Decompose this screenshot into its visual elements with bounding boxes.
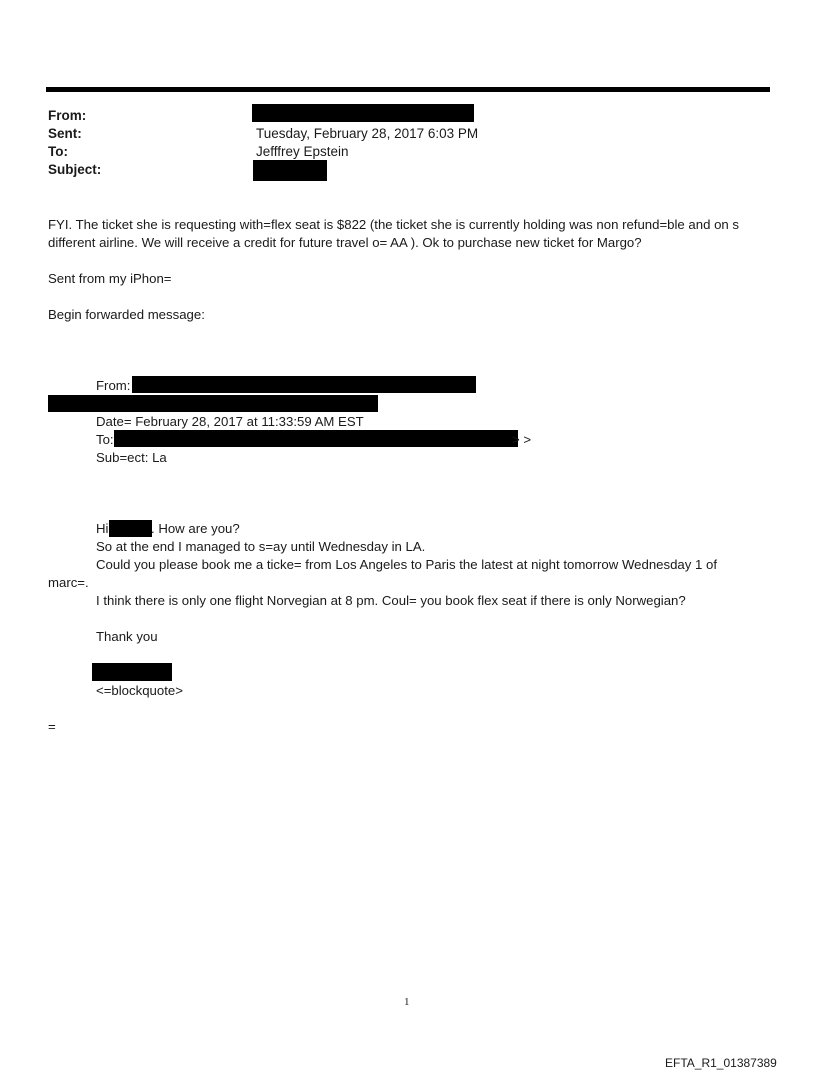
fwd-thanks: Thank you bbox=[96, 629, 158, 644]
redacted-fwd-to bbox=[114, 430, 518, 447]
redacted-subject bbox=[253, 160, 327, 181]
body-para1-line1: FYI. The ticket she is requesting with=flex seat is $822 (the ticket she is currently holding was non refund=ble and on s bbox=[48, 217, 740, 232]
document-id: EFTA_R1_01387389 bbox=[665, 1056, 777, 1070]
sent-value: Tuesday, February 28, 2017 6:03 PM bbox=[256, 126, 479, 141]
page-number: 1 bbox=[404, 996, 410, 1008]
fwd-subject-line: Sub=ect: La bbox=[96, 450, 167, 465]
body-para1-line2: different airline. We will receive a credit for future travel o= AA ). Ok to purchase new ticket for Margo? bbox=[48, 235, 642, 250]
fwd-line2: So at the end I managed to s=ay until Wednesday in LA. bbox=[96, 539, 426, 554]
fwd-blockquote: <=blockquote> bbox=[96, 683, 183, 698]
redacted-signature bbox=[92, 663, 172, 681]
fwd-line3-wrap: marc=. bbox=[48, 575, 89, 590]
fwd-line3: Could you please book me a ticke= from Los Angeles to Paris the latest at night tomorrow Wednesday 1 of bbox=[96, 557, 718, 572]
begin-forwarded-line: Begin forwarded message: bbox=[48, 307, 205, 322]
from-label: From: bbox=[48, 108, 87, 123]
fwd-greeting-suffix: . How are you? bbox=[151, 521, 240, 536]
fwd-greeting-prefix: Hi bbox=[96, 521, 109, 536]
fwd-date-line: Date= February 28, 2017 at 11:33:59 AM EST bbox=[96, 414, 364, 429]
fwd-to-suffix: > > bbox=[512, 432, 532, 447]
redacted-fwd-from bbox=[132, 376, 476, 393]
to-value: Jefffrey Epstein bbox=[256, 144, 349, 159]
fwd-to-label: To: bbox=[96, 432, 114, 447]
sent-from-line: Sent from my iPhon= bbox=[48, 271, 172, 286]
fwd-line4: I think there is only one flight Norvegian at 8 pm. Coul= you book flex seat if there is only Norwegian? bbox=[96, 593, 686, 608]
trailing-equals: = bbox=[48, 719, 56, 734]
redacted-from bbox=[252, 104, 474, 122]
to-label: To: bbox=[48, 144, 68, 159]
redacted-fwd-from-cont bbox=[48, 395, 378, 412]
redacted-name bbox=[109, 520, 152, 537]
header-rule bbox=[46, 87, 770, 92]
fwd-from-label: From: bbox=[96, 378, 131, 393]
sent-label: Sent: bbox=[48, 126, 82, 141]
subject-label: Subject: bbox=[48, 162, 102, 177]
